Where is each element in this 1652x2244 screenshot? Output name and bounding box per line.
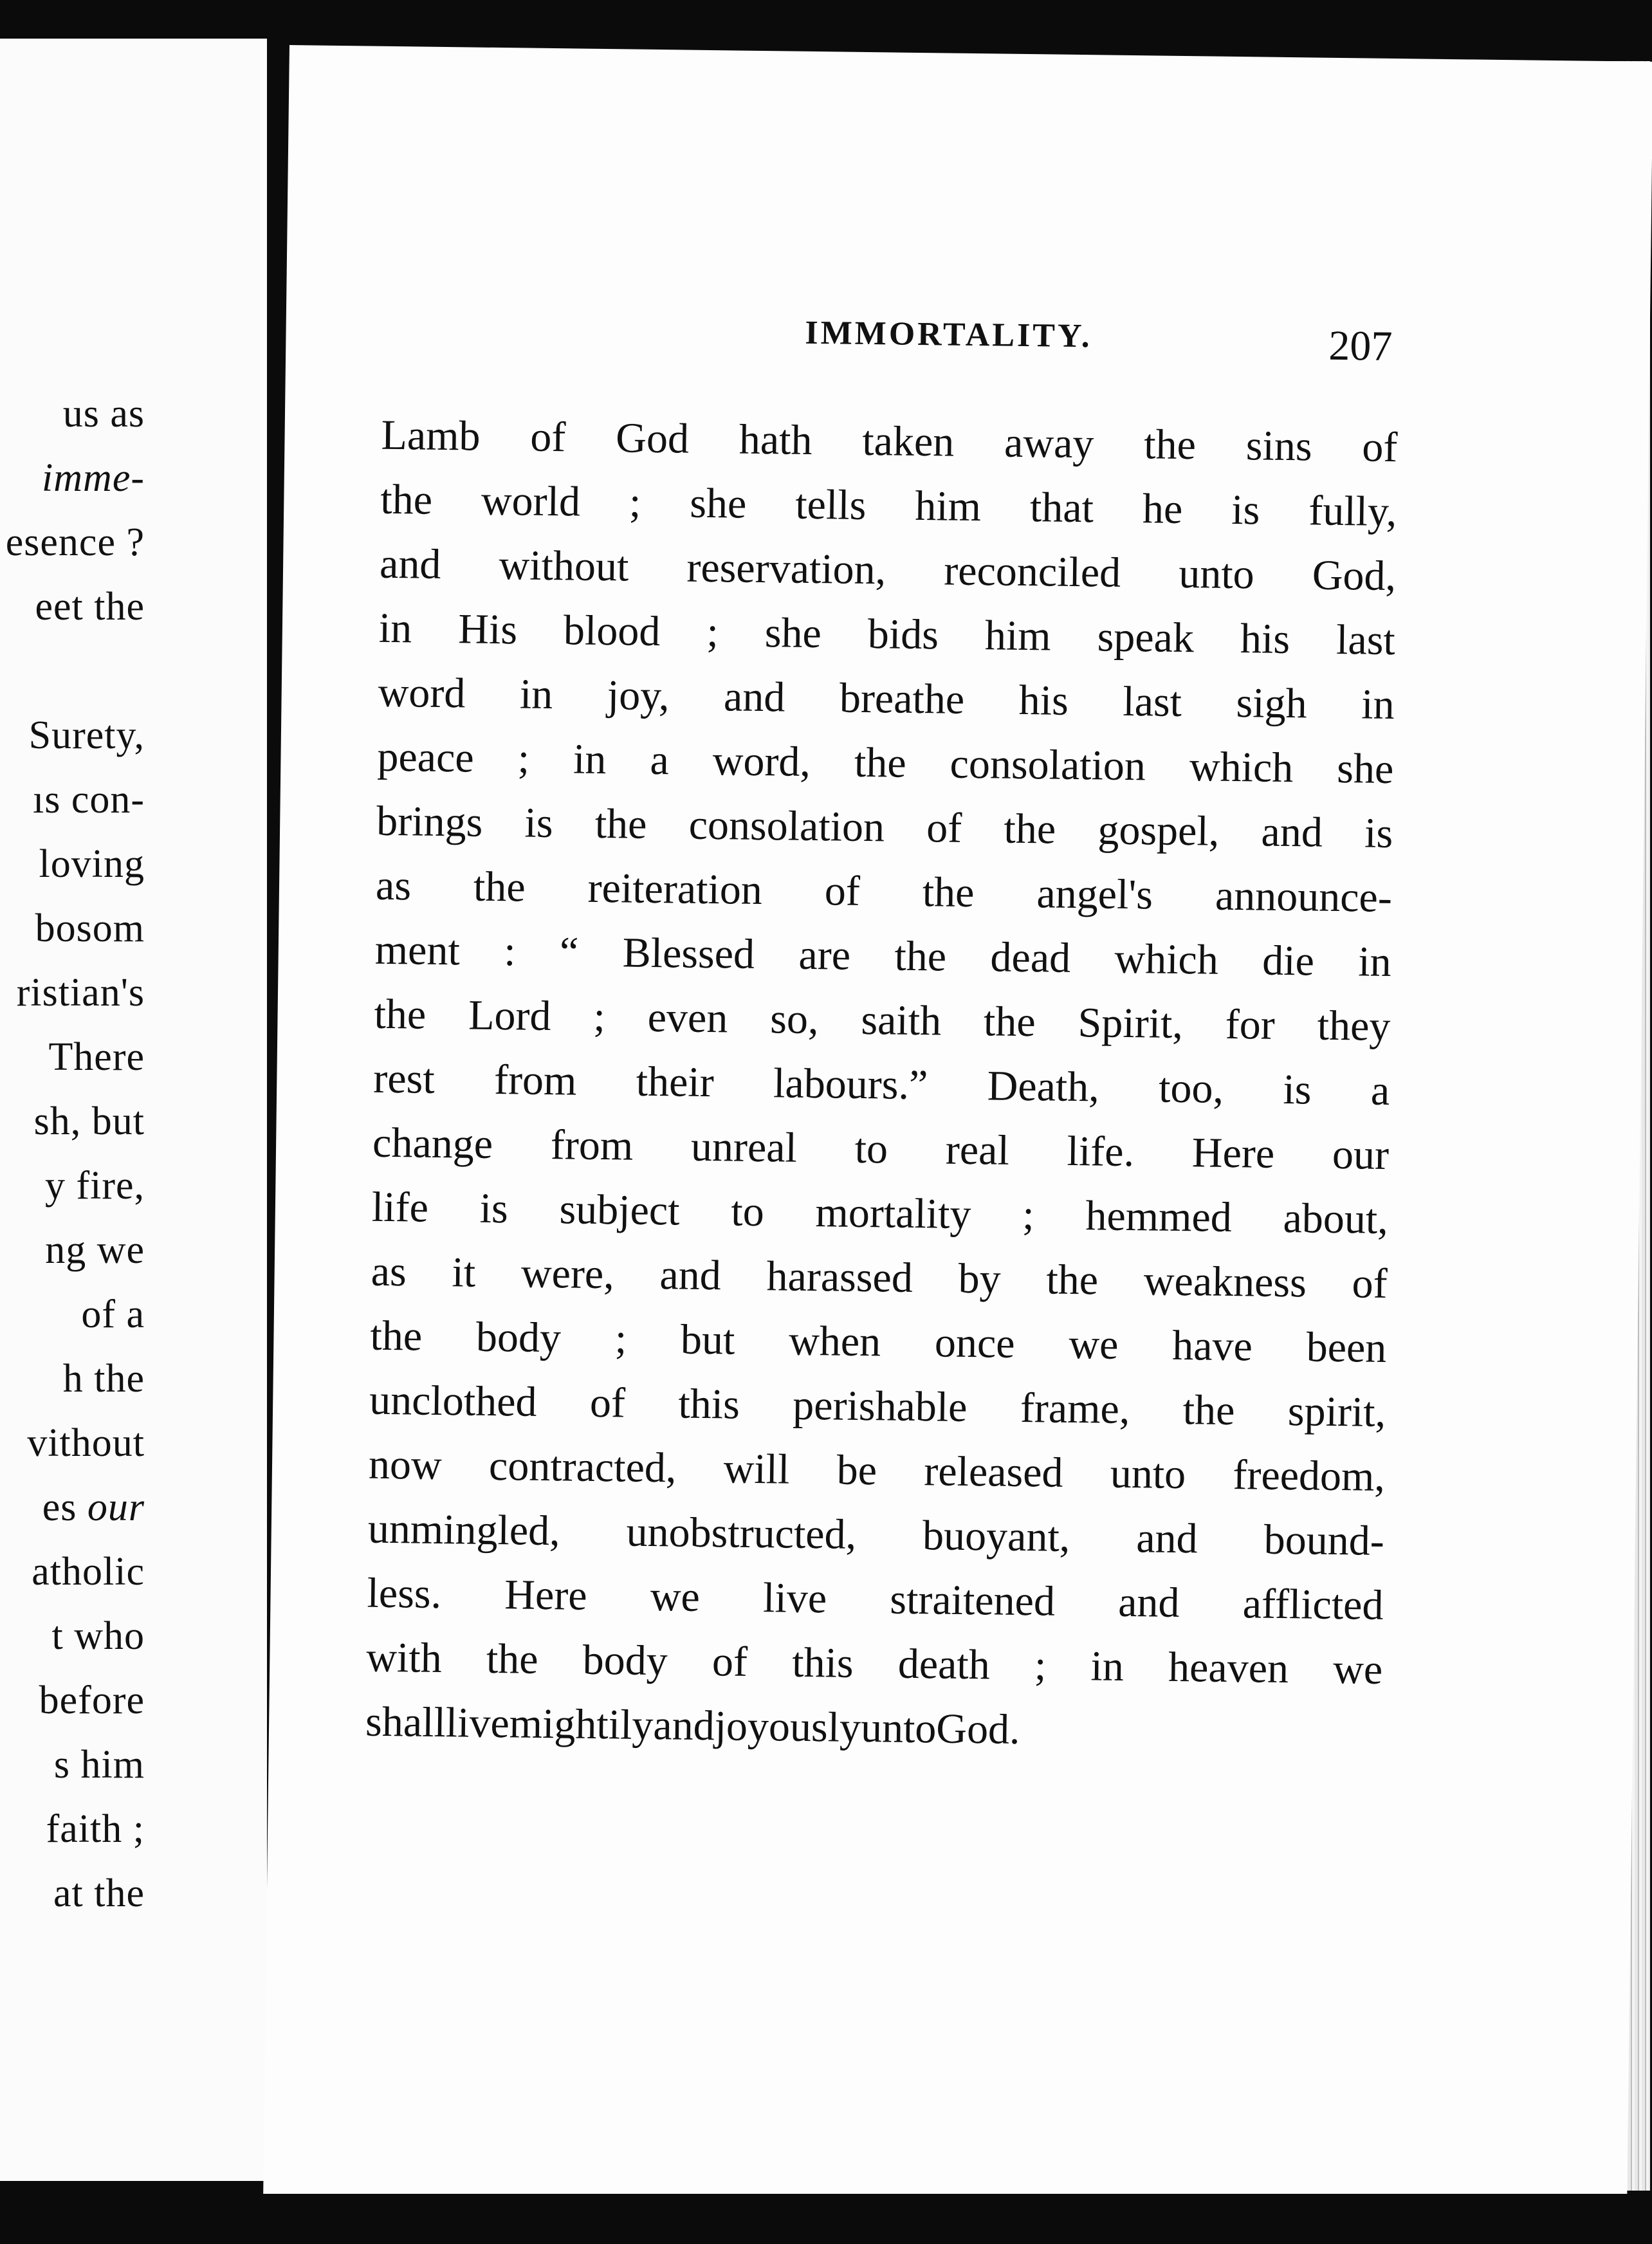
left-text-line: esence ?: [5, 520, 145, 564]
left-text-line: faith ;: [46, 1807, 145, 1851]
text-line: ment : “ Blessed are the dead which die in: [374, 926, 1392, 986]
text-line: in His blood ; she bids him speak his last: [378, 604, 1396, 665]
text-line: as the reiteration of the angel's announce-: [375, 861, 1393, 922]
text-line: and without reservation, reconciled unto God,: [379, 540, 1397, 600]
text-line: as it were, and harassed by the weakness of: [371, 1247, 1388, 1307]
left-text-line: There: [48, 1035, 145, 1079]
left-text-line: Surety,: [28, 713, 145, 757]
left-text-line: us as: [62, 392, 145, 436]
left-text-line: bosom: [35, 906, 145, 950]
text-line: unclothed of this perishable frame, the spirit,: [369, 1376, 1386, 1436]
body-text: [365, 403, 1399, 1767]
right-page: [263, 45, 1652, 2214]
left-text-line: imme-: [42, 456, 145, 500]
left-text-line: vithout: [27, 1421, 145, 1465]
text-line: the world ; she tells him that he is fully,: [380, 475, 1397, 536]
text-line: peace ; in a word, the consolation which she: [377, 733, 1394, 793]
left-text-line: before: [39, 1678, 145, 1722]
left-text-line: ristian's: [16, 971, 145, 1015]
left-text-line: ng we: [45, 1228, 145, 1272]
text-line: unmingled, unobstructed, buoyant, and bound-: [367, 1505, 1385, 1565]
running-head: IMMORTALITY.: [805, 314, 1093, 355]
text-line: life is subject to mortality ; hemmed about,: [371, 1183, 1389, 1243]
text-line: less. Here we live straitened and afflicted: [367, 1569, 1384, 1629]
text-line: now contracted, will be released unto freedom,: [368, 1440, 1386, 1500]
text-line: Lamb of God hath taken away the sins of: [381, 411, 1398, 472]
left-text-line: loving: [39, 842, 145, 886]
text-line: rest from their labours.” Death, too, is a: [372, 1054, 1390, 1115]
left-text-line: of a: [81, 1292, 145, 1336]
text-line: change from unreal to real life. Here our: [372, 1119, 1390, 1179]
left-text-line: ıs con-: [32, 778, 145, 822]
text-line: the Lord ; even so, saith the Spirit, for they: [374, 990, 1391, 1051]
text-line: shall live mightily and joyously unto God.: [365, 1698, 1021, 1754]
left-text-line: sh, but: [33, 1099, 145, 1143]
text-line: the body ; but when once we have been: [370, 1312, 1387, 1372]
text-line: with the body of this death ; in heaven we: [365, 1633, 1383, 1693]
left-text-line: eet the: [35, 585, 145, 629]
left-text-line: t who: [51, 1614, 145, 1658]
left-text-line: h the: [62, 1357, 145, 1401]
scan-bottom-edge: [0, 2194, 1652, 2244]
page-number: 207: [1328, 322, 1393, 370]
left-text-line: y fire,: [44, 1164, 145, 1208]
left-text-line: s him: [53, 1743, 145, 1787]
left-text-line: at the: [53, 1872, 145, 1915]
left-text-line: es our: [42, 1485, 145, 1529]
text-line: brings is the consolation of the gospel, and is: [376, 797, 1393, 858]
text-line: word in joy, and breathe his last sigh in: [378, 668, 1395, 729]
left-text-line: atholic: [32, 1550, 145, 1594]
left-facing-page: [0, 39, 267, 2181]
